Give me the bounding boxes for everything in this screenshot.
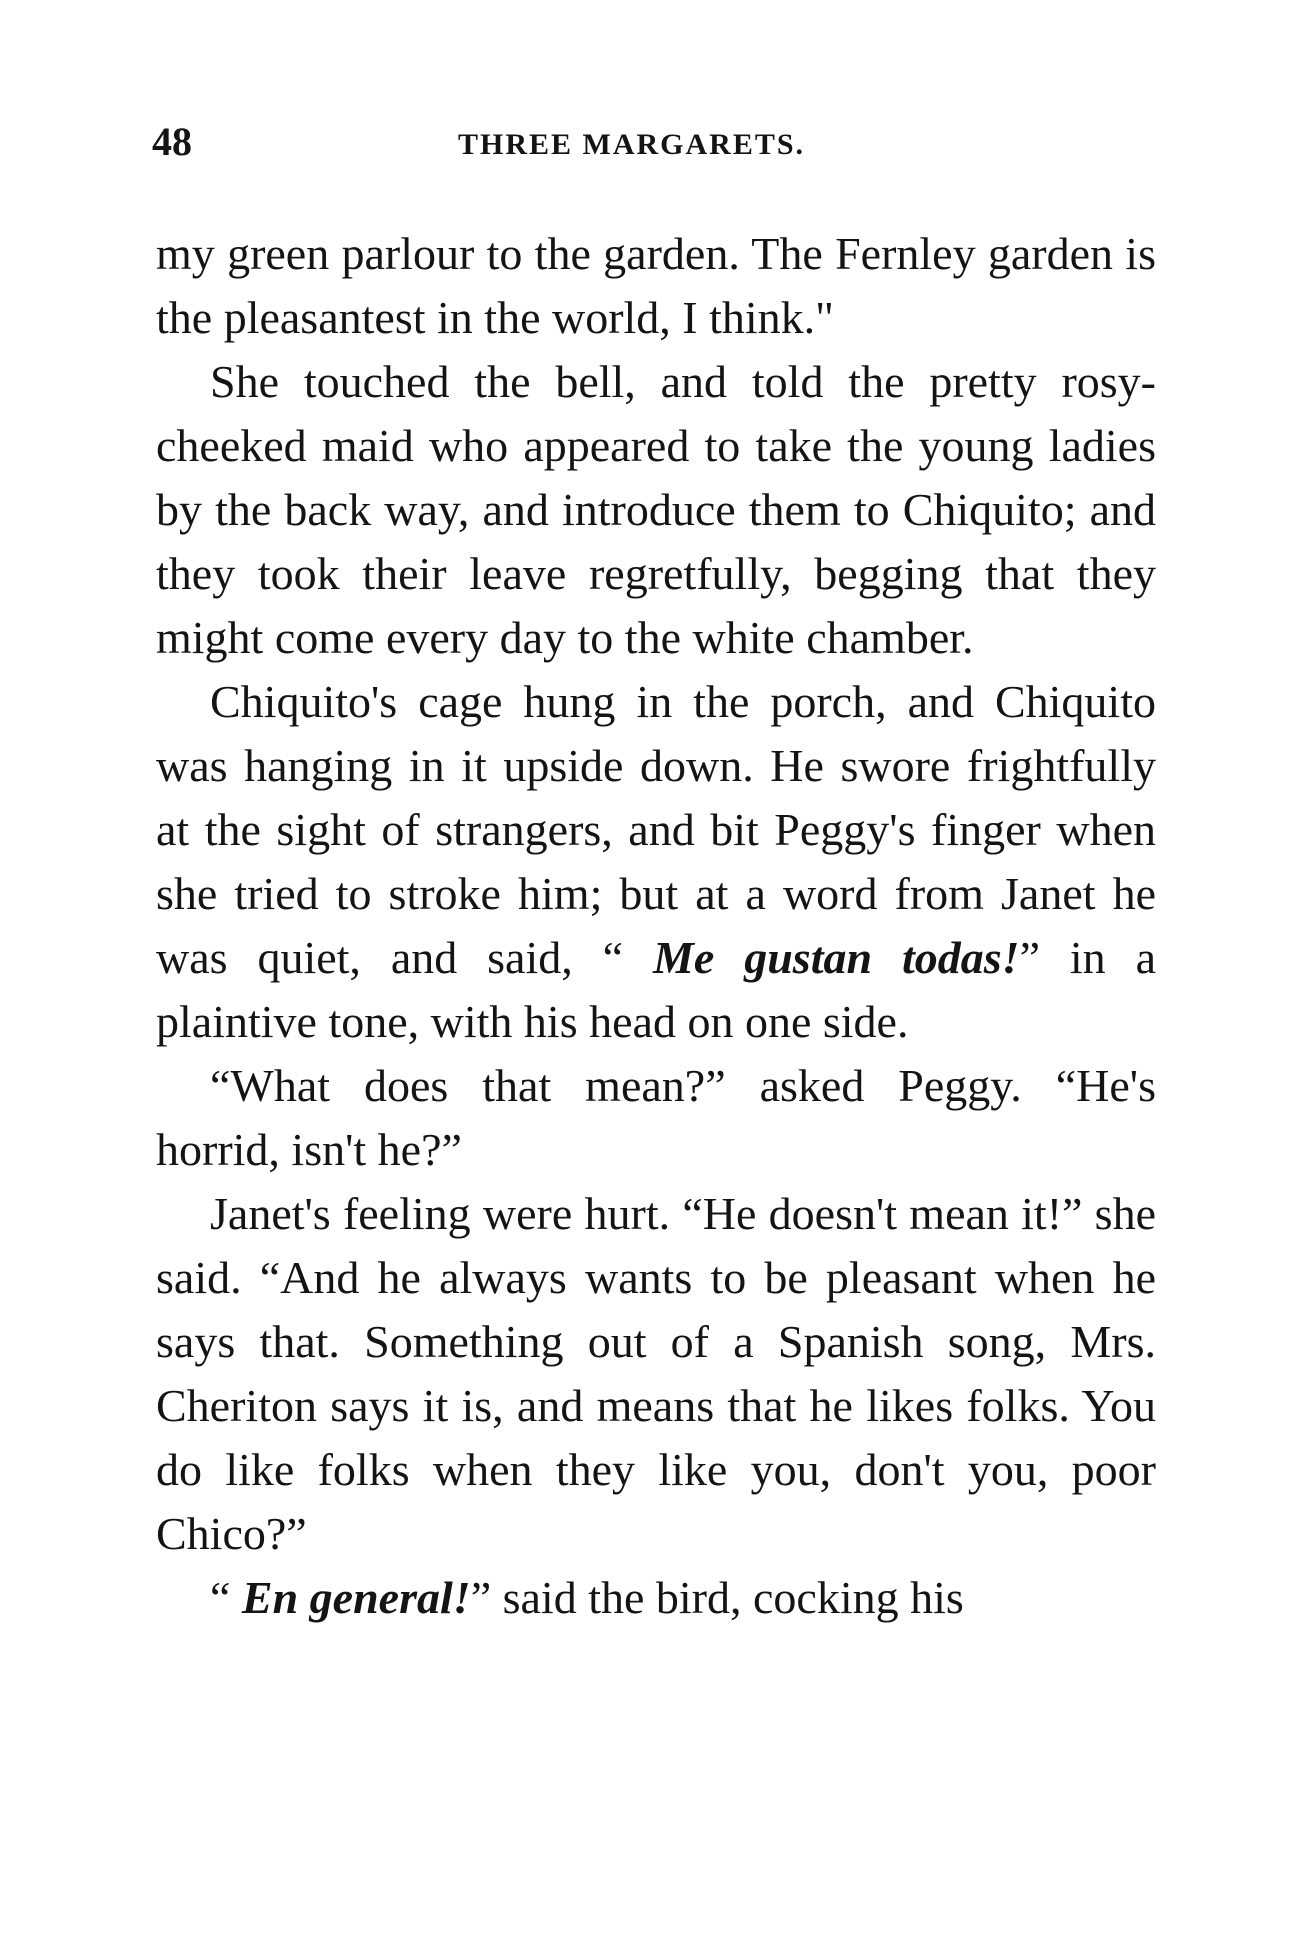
paragraph-6 — [156, 1566, 1156, 1630]
paragraph-4: “What does that mean?” asked Peggy. “He's horrid, isn't he?” — [156, 1060, 1156, 1175]
paragraph-2: She touched the bell, and told the pretty rosy-cheeked maid who appeared to take the young ladies by the back way, and introduce them to Chiquito; and they took their leave regretfully, begging that they might come every day to the white chamber. — [156, 356, 1156, 663]
paragraph-6-before: “ — [210, 1572, 242, 1623]
page-number: 48 — [152, 119, 192, 164]
paragraph-3-before: Chiquito's cage hung in the porch, and Chiquito was hanging in it upside down. He swore frightfully at the sight of strangers, and bit Peggy's finger when she tried to stroke him; but at a word from Janet he was quiet, and said, “ — [156, 676, 1156, 983]
body-text — [156, 222, 1156, 1630]
spanish-phrase-me-gustan-todas: Me gustan todas! — [653, 932, 1020, 983]
paragraph-6-after: ” said the bird, cocking his — [470, 1572, 964, 1623]
running-head: THREE MARGARETS. — [458, 128, 806, 161]
paragraph-1: my green parlour to the garden. The Fernley garden is the pleasantest in the world, I think." — [156, 228, 1156, 343]
paragraph-3-after: ” in a plaintive tone, with his head on one side. — [156, 932, 1157, 1047]
paragraph-5: Janet's feeling were hurt. “He doesn't mean it!” she said. “And he always wants to be pleasant when he says that. Something out of a Spanish song, Mrs. Cheriton says it is, and means that he likes folks. You do like folks when they like you, don't you, poor Chico?” — [156, 1188, 1156, 1559]
paragraph-3 — [156, 670, 1156, 1054]
page-header — [152, 118, 1158, 178]
spanish-phrase-en-general: En general! — [241, 1572, 471, 1623]
